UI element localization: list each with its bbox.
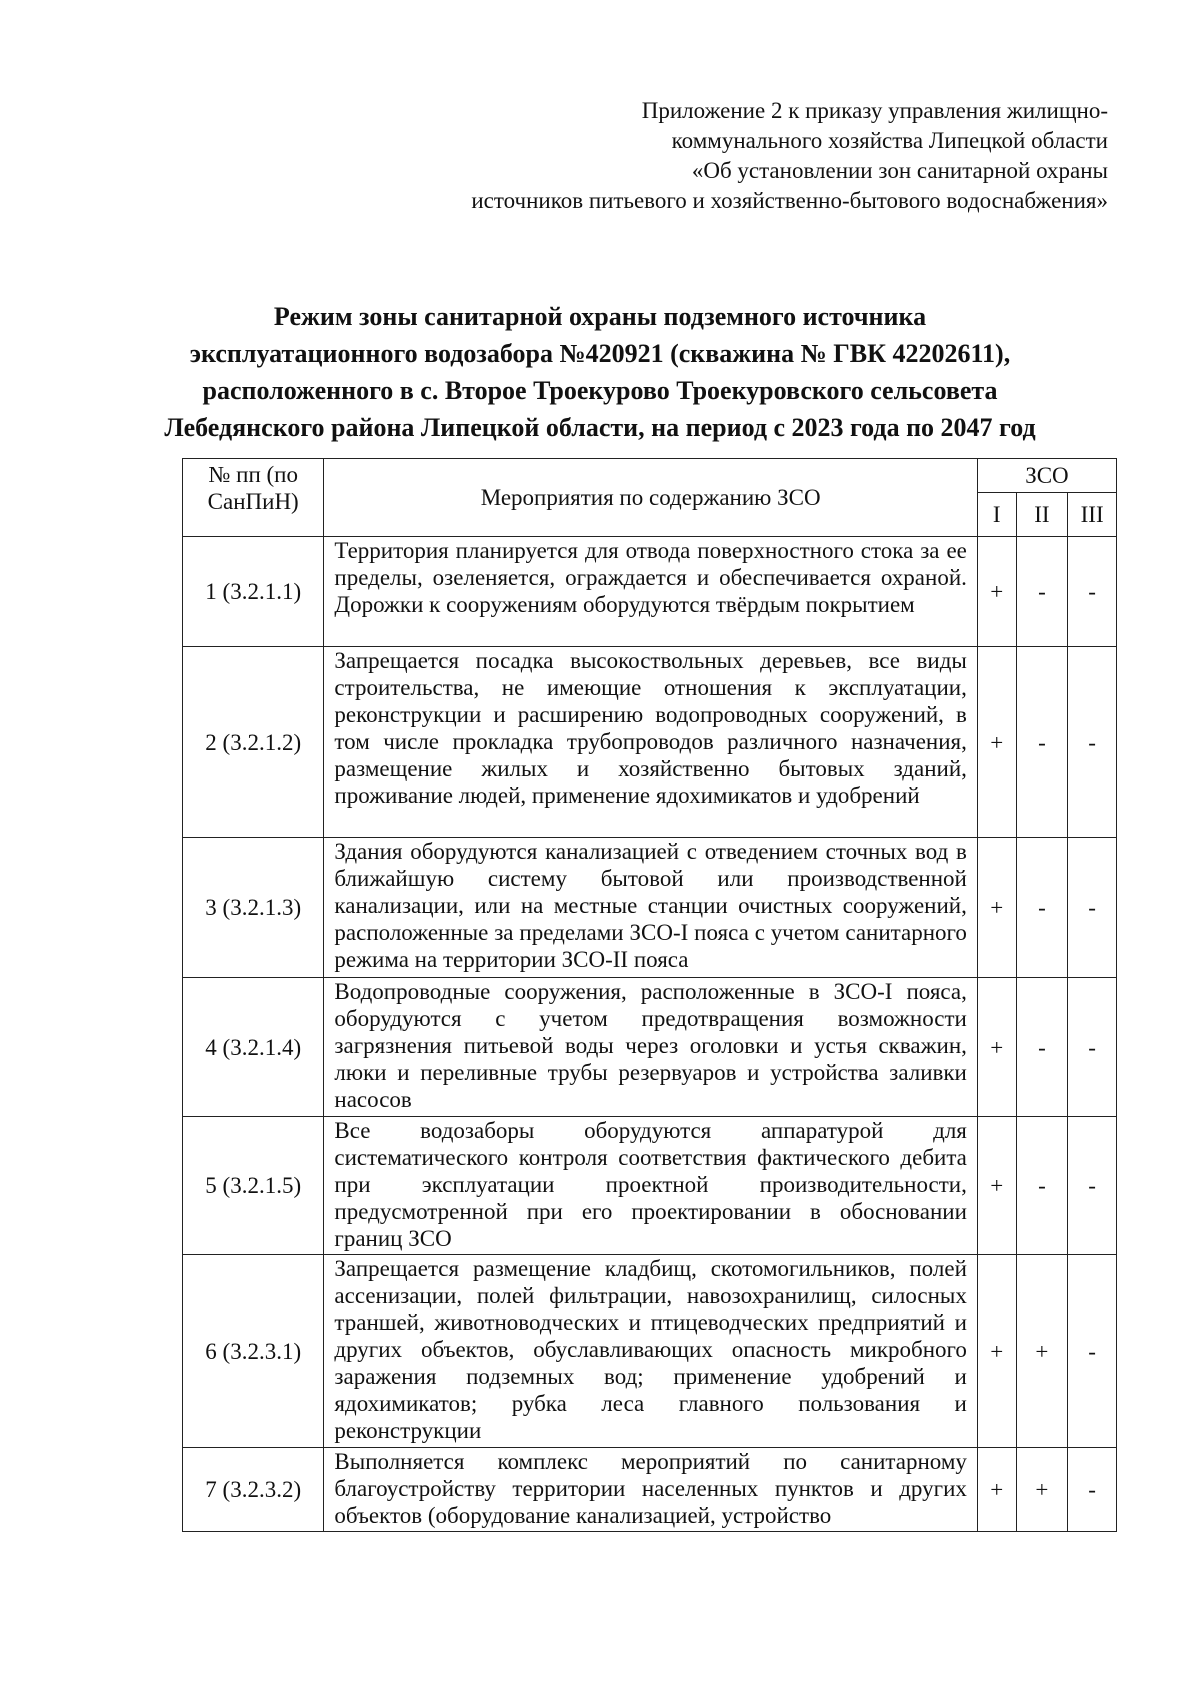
document-title-line: Режим зоны санитарной охраны подземного источника — [273, 302, 927, 331]
row-zone-iii: - — [1068, 978, 1117, 1117]
row-number: 6 (3.2.3.1) — [183, 1255, 324, 1448]
row-zone-ii: - — [1016, 1117, 1068, 1255]
table-row — [183, 537, 1117, 647]
zso-measures-table — [182, 458, 1117, 1532]
appendix-header-line: коммунального хозяйства Липецкой области — [671, 128, 1108, 153]
row-zone-i: + — [977, 647, 1016, 838]
table-row — [183, 1117, 1117, 1255]
row-number: 4 (3.2.1.4) — [183, 978, 324, 1117]
row-zone-ii: + — [1016, 1255, 1068, 1448]
row-zone-i: + — [977, 1117, 1016, 1255]
row-zone-i: + — [977, 1448, 1016, 1532]
row-zone-i: + — [977, 838, 1016, 978]
row-zone-ii: - — [1016, 838, 1068, 978]
row-measure-text: Запрещается размещение кладбищ, скотомогильников, полей ассенизации, полей фильтрации, навозохранилищ, силосных траншей, животноводческих и птицеводческих предприятий и других объектов, обуславливающих опасность микробного заражения подземных вод; применение удобрений и ядохимикатов; рубка леса главного пользования и реконструкции — [324, 1255, 977, 1448]
header-zone-iii: III — [1068, 493, 1117, 537]
row-zone-iii: - — [1068, 647, 1117, 838]
row-measure-text: Запрещается посадка высокоствольных деревьев, все виды строительства, не имеющие отношения к эксплуатации, реконструкции и расширению водопроводных сооружений, в том числе прокладка трубопроводов различного назначения, размещение жилых и хозяйственно бытовых зданий, проживание людей, применение ядохимикатов и удобрений — [324, 647, 977, 838]
row-measure-text: Водопроводные сооружения, расположенные в ЗСО-I пояса, оборудуются с учетом предотвращения возможности загрязнения питьевой воды через оголовки и устья скважин, люки и переливные трубы резервуаров и устройства заливки насосов — [324, 978, 977, 1117]
document-title-line: эксплуатационного водозабора №420921 (скважина № ГВК 42202611), — [189, 339, 1011, 368]
table-row — [183, 647, 1117, 838]
appendix-header-line: источников питьевого и хозяйственно-бытового водоснабжения» — [471, 188, 1108, 213]
row-measure-text-cell — [324, 1448, 977, 1532]
table-row — [183, 838, 1117, 978]
row-measure-text: Выполняется комплекс мероприятий по санитарному благоустройству территории населенных пунктов и других объектов (оборудование канализацией, устройство — [334, 1449, 967, 1528]
document-title-line: расположенного в с. Второе Троекурово Троекуровского сельсовета — [202, 376, 998, 405]
row-number: 5 (3.2.1.5) — [183, 1117, 324, 1255]
row-zone-iii: - — [1068, 537, 1117, 647]
row-number: 3 (3.2.1.3) — [183, 838, 324, 978]
table-row — [183, 1448, 1117, 1532]
table-row — [183, 1255, 1117, 1448]
header-zone-ii: II — [1016, 493, 1068, 537]
header-zone-i: I — [977, 493, 1016, 537]
row-number: 2 (3.2.1.2) — [183, 647, 324, 838]
row-number: 7 (3.2.3.2) — [183, 1448, 324, 1532]
row-zone-iii: - — [1068, 838, 1117, 978]
header-number-cell: № пп (по СанПиН) — [183, 459, 324, 537]
row-zone-iii: - — [1068, 1255, 1117, 1448]
row-zone-i: + — [977, 1255, 1016, 1448]
row-zone-ii: - — [1016, 537, 1068, 647]
header-zso-cell: ЗСО — [977, 459, 1116, 493]
appendix-header — [471, 96, 1108, 216]
row-zone-i: + — [977, 537, 1016, 647]
row-zone-i: + — [977, 978, 1016, 1117]
header-measures-cell: Мероприятия по содержанию ЗСО — [324, 459, 977, 537]
row-zone-ii: - — [1016, 978, 1068, 1117]
appendix-header-line: «Об установлении зон санитарной охраны — [691, 158, 1108, 183]
document-title — [0, 298, 1200, 446]
appendix-header-line: Приложение 2 к приказу управления жилищно- — [641, 98, 1108, 123]
row-number: 1 (3.2.1.1) — [183, 537, 324, 647]
table-row — [183, 978, 1117, 1117]
row-measure-text: Все водозаборы оборудуются аппаратурой для систематического контроля соответствия фактического дебита при эксплуатации проектной производительности, предусмотренной при его проектировании в обосновании границ ЗСО — [324, 1117, 977, 1255]
row-zone-iii: - — [1068, 1117, 1117, 1255]
document-title-line: Лебедянского района Липецкой области, на период с 2023 года по 2047 год — [164, 413, 1036, 442]
row-zone-ii: - — [1016, 647, 1068, 838]
row-measure-text: Здания оборудуются канализацией с отведением сточных вод в ближайшую систему бытовой или производственной канализации, или на местные станции очистных сооружений, расположенные за пределами ЗСО-I пояса с учетом санитарного режима на территории ЗСО-II пояса — [324, 838, 977, 978]
row-measure-text: Территория планируется для отвода поверхностного стока за ее пределы, озеленяется, ограждается и обеспечивается охраной. Дорожки к сооружениям оборудуются твёрдым покрытием — [324, 537, 977, 647]
row-zone-iii: - — [1068, 1448, 1117, 1532]
row-zone-ii: + — [1016, 1448, 1068, 1532]
